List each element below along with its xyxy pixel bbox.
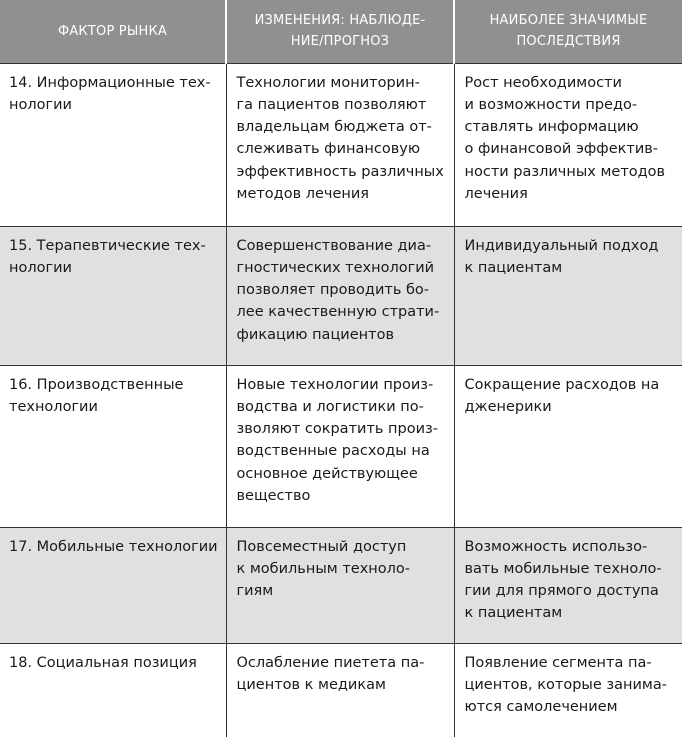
header-row bbox=[0, 0, 682, 63]
cell-line: Рост необходимости bbox=[464, 74, 622, 91]
cell-line: Повсеместный доступ bbox=[236, 538, 407, 555]
cell-line: Технологии мониторин- bbox=[236, 74, 420, 91]
change-cell bbox=[226, 527, 454, 643]
table-row bbox=[0, 365, 682, 527]
table-row bbox=[0, 527, 682, 643]
cell-line: и возможности предо- bbox=[464, 96, 638, 113]
header-line: ФАКТОР РЫНКА bbox=[57, 23, 168, 39]
change-cell bbox=[226, 365, 454, 527]
cell-line: эффективность различных bbox=[236, 163, 444, 180]
cell-line: 14. Информационные тех- bbox=[9, 74, 211, 91]
cell-line: циентов, которые занима- bbox=[464, 676, 667, 693]
cell-line: гии для прямого доступа bbox=[464, 583, 659, 600]
consequence-cell bbox=[454, 527, 682, 643]
cell-line: основное действующее bbox=[236, 465, 418, 482]
cell-line: Индивидуальный подход bbox=[464, 237, 659, 254]
header-line: ПОСЛЕДСТВИЯ bbox=[516, 34, 621, 50]
cell-line: гиям bbox=[236, 583, 274, 600]
cell-line: вать мобильные техноло- bbox=[464, 560, 662, 577]
cell-line: 16. Производственные bbox=[9, 376, 184, 393]
cell-line: дженерики bbox=[464, 398, 552, 415]
table-body bbox=[0, 63, 682, 737]
cell-line: владельцам бюджета от- bbox=[236, 119, 432, 136]
header-changes bbox=[226, 0, 454, 63]
cell-line: 15. Терапевтические тех- bbox=[9, 237, 206, 254]
cell-line: к пациентам bbox=[464, 605, 563, 622]
header-line: НАИБОЛЕЕ ЗНАЧИМЫЕ bbox=[489, 13, 648, 29]
header-consequences bbox=[454, 0, 682, 63]
cell-line: Сокращение расходов на bbox=[464, 376, 660, 393]
consequence-cell bbox=[454, 643, 682, 737]
factor-cell bbox=[0, 63, 226, 226]
table-row bbox=[0, 226, 682, 365]
change-cell bbox=[226, 63, 454, 226]
cell-line: Новые технологии произ- bbox=[236, 376, 434, 393]
cell-line: к пациентам bbox=[464, 259, 563, 276]
consequence-cell bbox=[454, 63, 682, 226]
factor-cell bbox=[0, 365, 226, 527]
header-line: НИЕ/ПРОГНОЗ bbox=[290, 34, 390, 50]
cell-line: слеживать финансовую bbox=[236, 141, 421, 158]
consequence-cell bbox=[454, 365, 682, 527]
cell-line: водственные расходы на bbox=[236, 443, 430, 460]
cell-line: Ослабление пиетета па- bbox=[236, 654, 425, 671]
cell-line: Возможность использо- bbox=[464, 538, 648, 555]
cell-line: нологии bbox=[9, 259, 72, 276]
header-market-factor bbox=[0, 0, 226, 63]
factor-cell bbox=[0, 226, 226, 365]
cell-line: вещество bbox=[236, 487, 311, 504]
cell-line: циентов к медикам bbox=[236, 676, 386, 693]
cell-line: ставлять информацию bbox=[464, 119, 639, 136]
cell-line: 17. Мобильные технологии bbox=[9, 538, 218, 555]
cell-line: методов лечения bbox=[236, 185, 370, 202]
cell-line: водства и логистики по- bbox=[236, 398, 424, 415]
cell-line: лечения bbox=[464, 185, 528, 202]
cell-line: нологии bbox=[9, 96, 72, 113]
change-cell bbox=[226, 643, 454, 737]
cell-line: лее качественную страти- bbox=[236, 304, 440, 321]
cell-line: технологии bbox=[9, 398, 98, 415]
cell-line: зволяют сократить произ- bbox=[236, 421, 438, 438]
cell-line: 18. Социальная позиция bbox=[9, 654, 197, 671]
change-cell bbox=[226, 226, 454, 365]
cell-line: Совершенствование диа- bbox=[236, 237, 432, 254]
cell-line: Появление сегмента па- bbox=[464, 654, 652, 671]
cell-line: о финансовой эффектив- bbox=[464, 141, 659, 158]
factor-cell bbox=[0, 643, 226, 737]
header-line: ИЗМЕНЕНИЯ: НАБЛЮДЕ- bbox=[254, 13, 426, 29]
cell-line: гностических технологий bbox=[236, 259, 435, 276]
consequence-cell bbox=[454, 226, 682, 365]
cell-line: позволяет проводить бо- bbox=[236, 282, 430, 299]
table-row bbox=[0, 63, 682, 226]
cell-line: фикацию пациентов bbox=[236, 326, 394, 343]
cell-line: га пациентов позволяют bbox=[236, 96, 427, 113]
table-header bbox=[0, 0, 682, 63]
table-row bbox=[0, 643, 682, 737]
factor-cell bbox=[0, 527, 226, 643]
cell-line: к мобильным техноло- bbox=[236, 560, 411, 577]
cell-line: ются самолечением bbox=[464, 699, 618, 716]
cell-line: ности различных методов bbox=[464, 163, 666, 180]
